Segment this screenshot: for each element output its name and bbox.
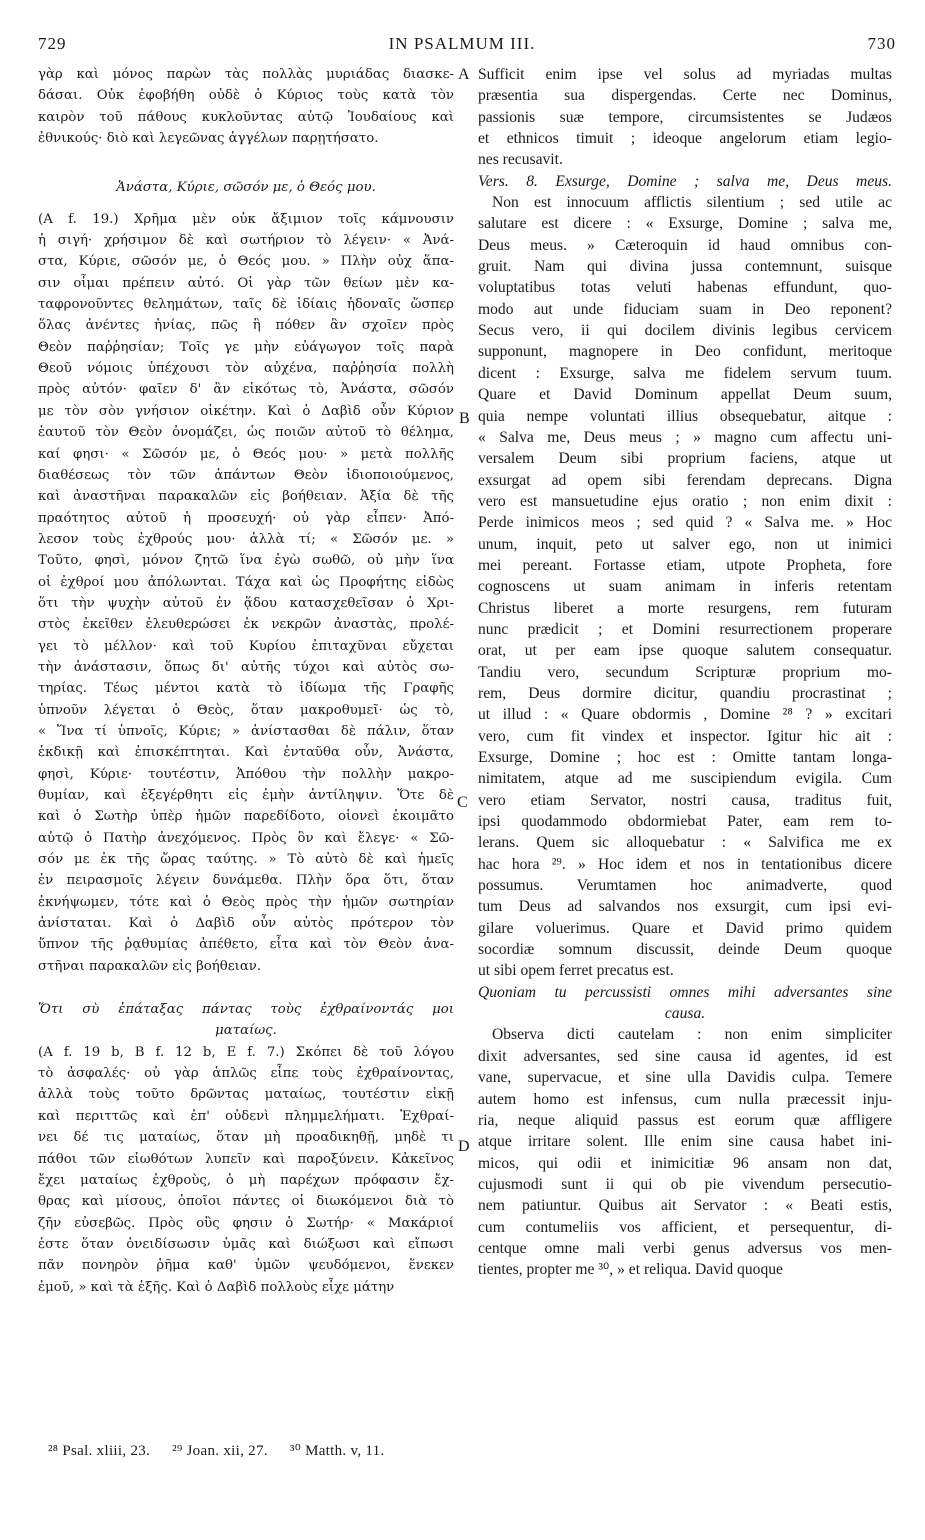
footnote-28: ²⁸ Psal. xliii, 23. [48,1443,151,1459]
text-line: ἐκνήψωμεν, τότε καὶ ὁ Θεὸς πρὸς τὴν ἡμῶν σωτηρίαν [38,894,454,910]
text-line: στὸς ἐκεῖθεν ἐλευθερώσει ἐκ νεκρῶν ἀναστὰς, προλέ- [38,617,454,633]
text-line: modo aut unde fiduciam suam in Deo reponent? [478,300,892,318]
text-line: (A f. 19.) Χρῆμα μὲν οὐκ ἄξιμιον τοῖς κάμνουσιν [38,211,454,227]
text-line: Deus meus. » Cæteroquin id haud omnibus con- [478,236,892,254]
greek-verse-heading-2 [38,999,454,1042]
text-line: Ὅτι σὺ ἐπάταξας πάντας τοὺς ἐχθραίνοντάς μοι [38,1002,454,1018]
footnote-29: ²⁹ Joan. xii, 27. [172,1443,268,1459]
text-line: ipsi quodammodo obdormiebat Pater, eam rem to- [478,813,892,831]
latin-verse-heading-1: Vers. 8. Exsurge, Domine ; salva me, Deus meus. [478,172,892,190]
text-line: ut illud : « Quare obdormis , Domine ²⁸ ? » excitari [478,706,892,724]
text-line: causa. [664,1005,706,1023]
text-line: ματαίως. [215,1023,277,1039]
text-line: ἐμοῦ, » καὶ τὰ ἑξῆς. Καὶ ὁ Δαβὶδ πολλοὺς εἶχε μάτην [38,1279,395,1295]
text-line: καὶ ἀναστῆναι παρακαλῶν εἰς βοήθειαν. Ἀξία δὲ τῆς [38,489,454,505]
text-line: Christus liberet a morte resurgens, rem futuram [478,599,892,617]
text-line: ζῆν εὐσεβῶς. Πρὸς οὓς φησιν ὁ Σωτήρ· « Μακάριοί [38,1215,454,1231]
text-line: hac hora ²⁹. » Hoc idem et nos in tentationibus dicere [478,855,892,873]
text-line: θρας καὶ μίσους, ὁποῖοι πάντες οἱ διωκόμενοι διὰ τὸ [38,1194,454,1210]
text-line: exsurgat ad opem sibi ferendam deprecans. Digna [478,471,892,489]
text-line: « Ἵνα τί ὑπνοῖς, Κύριε; » ἀνίστασθαι δὲ πάλιν, ὅταν [38,723,454,739]
text-line: πραότητος αὐτοῦ ἡ προσευχή· οὐ γὰρ εἶπεν· Ἀπό- [38,510,454,526]
text-line: atque irritare solent. Ille enim sine causa habet ini- [478,1133,892,1151]
text-line: passionis suæ tempore, circumsistentes se Judæos [478,108,892,126]
text-line: καὶ περιττῶς καὶ ἐπ' οὐδενὶ πλημμελήματι. Ἐχθραί- [38,1108,454,1124]
text-line: ὅτι τὴν ψυχὴν αὐτοῦ ἐν ᾅδου κατασχεθεῖσαν ὁ Χρι- [38,595,454,611]
text-line: σιν οἶμαι πρέπειν αὐτό. Οἱ γὰρ τῶν θείων μὲν κα- [38,275,454,291]
page-number-left: 729 [38,34,67,53]
text-line: καὶ ὁ Σωτὴρ ὑπὲρ ἡμῶν παρεδίδοτο, οἱονεὶ ἐκοιμᾶτο [38,809,454,825]
text-line: nes recusavit. [478,151,563,169]
text-line: socordiæ somnum discussit, deinde Deum quoque [478,941,892,959]
text-line: gilare voluerimus. Quare et David primo quidem [478,919,892,937]
text-line: versalem Deum sibi proprium faciens, atque ut [478,450,892,468]
text-line: θυμίαν, καὶ ἐξεγέρθητι εἰς ἐμὴν ἀντίληψιν. Ὅτε δὲ [38,788,454,803]
text-line: φησὶ, Κύριε· τουτέστιν, Ἀπόθου τὴν πολλὴν μακρο- [38,766,454,782]
running-head [28,30,896,56]
section-marker-c: C [457,794,468,811]
greek-verse-heading-1: Ἀνάστα, Κύριε, σῶσόν με, ὁ Θεός μου. [116,180,376,196]
text-line: dixit adversantes, sed sine causa id agentes, id est [478,1047,892,1065]
section-marker-d: D [458,1138,470,1155]
section-marker-a: A [458,66,470,83]
text-line: micos, qui odii et inimicitiæ 96 ansam non dat, [478,1154,892,1172]
text-line: ἑαυτοῦ τὸν Θεὸν ὀνομάζει, ὡς ποιῶν αὐτοῦ τὸ θέλημα, [38,425,454,441]
text-line: cognoscens ut suam animam in inferis retentam [478,578,892,596]
text-line: Quoniam tu percussisti omnes mihi adversantes sine [478,983,892,1001]
text-line: vane, supervacue, et sine ulla Davidis culpa. Temere [478,1069,892,1087]
footnote-30: ³⁰ Matth. v, 11. [289,1443,385,1459]
text-line: quia nempe voluntati illius obsequebatur, aitque : [478,407,892,425]
text-line: ἐθνικούς· διὸ καὶ λεγεῶνας ἀγγέλων παρῃτήσατο. [38,131,379,147]
text-line: ταφρονοῦντες θελημάτων, ταῖς δὲ ἰδίαις ἡδοναῖς ὥσπερ [38,297,454,313]
page-number-right: 730 [867,34,896,53]
text-line: οἱ ἐχθροί μου ἀπόλωνται. Τάχα καὶ ὡς Προφήτης εἰδὼς [38,574,454,590]
text-line: γὰρ καὶ μόνος παρὼν τὰς πολλὰς μυριάδας διασκε- [38,67,454,82]
text-line: διαθέσεως τὸν τῶν ἁπάντων Θεὸν ἰδιοποιούμενος, [38,467,454,483]
text-line: cum contumeliis vos afficient, et persequentur, di- [478,1218,892,1236]
text-line: Non est innocuum afflictis silentium ; sed utile ac [492,194,892,212]
text-line: ἡ σιγή· χρήσιμον δὲ καὶ σωτήριον τὸ λέγειν· « Ἀνά- [38,233,454,249]
text-line: et ethnicos timuit ; ideoque angelorum etiam legio- [478,130,892,148]
text-line: Quare et David Dominum appellat Deum suum, [478,386,892,404]
text-line: τηρίας. Τέως μέντοι κατὰ τὸ ἰδίωμα τῆς Γραφῆς [38,681,454,697]
greek-column [38,64,454,1298]
text-line: Exsurge, Domine ; hoc est : Omitte tantam longa- [478,749,892,766]
greek-paragraph-2 [38,209,454,977]
text-line: tientes, propter me ³⁰, » et reliqua. David quoque [478,1261,783,1279]
text-line: με τὸν σὸν γνήσιον οἰκέτην. Καὶ ὁ Δαβὶδ οὖν Κύριον [38,403,454,419]
text-line: (A f. 19 b, B f. 12 b, E f. 7.) Σκόπει δὲ τοῦ λόγου [38,1044,454,1060]
text-line: Tandiu vero, secundum Scripturæ proprium mo- [478,663,892,681]
text-line: cujusmodi sunt ii qui ob pie vivendum persecutio- [478,1175,892,1193]
text-line: mei pereant. Fortasse etiam, utpote Propheta, fore [478,556,892,574]
text-line: καιρὸν τοῦ πάθους κυκλοῦντας αὐτῷ Ἰουδαίους καὶ [38,109,454,125]
text-line: τὴν ἀνάστασιν, ὅπως δι' αὐτῆς τύχοι καὶ αὐτὸς σω- [38,659,454,675]
text-line: αὐτῷ ὁ Πατὴρ ἀνεχόμενος. Πρὸς ὃν καὶ ἔλεγε· « Σῶ- [38,830,454,846]
latin-paragraph-3 [478,1024,892,1280]
text-line: nimitatem, atque ad me suscipiendum evigila. Cum [478,770,892,788]
running-title: IN PSALMUM III. [388,34,536,53]
text-line: λεσον τοὺς ἐχθρούς μου· ἀλλὰ τί; « Σῶσόν με. » [38,531,454,547]
text-line: ria, neque aliquid passus est eorum quæ affligere [478,1111,892,1129]
text-line: ὅλας ἀνέντες ἡνίας, πῶς ἢ πόθεν ἂν σχοῖεν πρὸς [38,318,454,334]
text-line: ut sibi opem ferret precatus est. [478,962,674,980]
footnotes [48,1441,648,1460]
text-line: vero etiam Servator, nostri causa, traditus fuit, [478,791,892,809]
text-line: Sufficit enim ipse vel solus ad myriadas multas [478,66,892,83]
text-line: supponunt, magnopere in Deo confidunt, meritoque [478,343,892,361]
text-line: Observa dicti cautelam : non enim simpliciter [492,1026,892,1044]
greek-paragraph-1 [38,64,454,149]
text-line: τὸ ἀσφαλές· οὐ γὰρ ἁπλῶς εἶπε τοὺς ἐχθραίνοντας, [38,1066,454,1082]
text-line: præsentia sua dispergendas. Certe nec Dominus, [478,87,892,105]
latin-column [478,64,892,1281]
text-line: ἐκδικῇ καὶ ἐπισκέπτηται. Καὶ ἐνταῦθα οὖν, Ἀνάστα, [38,745,454,761]
text-line: lerans. Quem sic alloquebatur : « Salvifica me ex [478,834,892,852]
text-line: σόν με ἐκ τῆς ὥρας ταύτης. » Τὸ αὐτὸ δὲ καὶ ἡμεῖς [38,852,454,868]
text-line: στῆναι παρακαλῶν εἰς βοήθειαν. [38,958,262,974]
text-line: νει δέ τις ματαίως, ὅταν μὴ προαδικηθῇ, μηδὲ τι [38,1130,454,1146]
text-line: tum Deus ad salvandos nos exsurgit, cum ipsi evi- [478,898,892,916]
latin-paragraph-1 [478,64,892,171]
text-line: ἀνίσταται. Καὶ ὁ Δαβὶδ οὖν αὐτὸς πρότερον τὸν [38,916,454,932]
text-line: « Salva me, Deus meus ; » magno cum affectu uni- [478,428,892,446]
text-line: vero, cum fit vindex et inspector. Igitur hic ait : [478,727,892,745]
text-line: unum, inquit, peto ut salver ego, non ut inimici [478,535,892,553]
greek-paragraph-3 [38,1042,454,1298]
text-line: Θεὸν παῤῥησίαν; Τοῖς γε μὴν εὐάγωγον τοῖς παρὰ [38,339,454,355]
text-line: Τοῦτο, φησὶ, μόνον ζητῶ ἵνα ἐγὼ σωθῶ, οὐ μὴν ἵνα [38,553,454,569]
text-line: nem patiuntur. Quibus ait Servator : « Beati estis, [478,1197,892,1215]
text-line: salutare est dicere : « Exsurge, Domine ; salva me, [478,215,892,233]
text-line: rem, Deus dormire dicitur, quandiu procrastinat ; [478,684,892,702]
text-line: vero est mansuetudine ejus oratio ; non enim dixit : [478,492,892,510]
section-marker-b: B [459,410,470,427]
text-line: ἐστε ὅταν ὀνειδίσωσιν ὑμᾶς καὶ διώξωσι καὶ εἴπωσι [38,1236,454,1252]
text-line: ἀλλὰ τοὺς τοῦτο δρῶντας ματαίως, τουτέστιν εἰκῇ [38,1087,454,1103]
latin-verse-heading-2 [478,982,892,1025]
text-line: πᾶν πονηρὸν ῥῆμα καθ' ὑμῶν ψευδόμενοι, ἕνεκεν [38,1258,454,1274]
text-line: ἔχει ματαίως ἐχθροὺς, ὁ μὴ παρέχων πρόφασιν ἔχ- [38,1172,454,1188]
text-line: ὕπνον τῆς ῥᾳθυμίας ἀπέθετο, εἶτα καὶ τὸν Θεὸν ἀνα- [38,937,454,953]
text-line: voluptatibus totas veluti habenas effundunt, quo- [478,279,892,297]
text-line: gruit. Nam qui divina jussa contemnunt, suisque [478,258,892,276]
text-line: γει τὸ μέλλον· καὶ τοῦ Κυρίου ἐπιταχῦναι εὔχεται [38,638,454,654]
text-line: ὑπνοῦν λέγεται ὁ Θεὸς, ὅταν μακροθυμεῖ· ὡς τὸ, [38,702,454,718]
text-line: ἐν πειρασμοῖς λέγειν δυνάμεθα. Πλὴν ὅρα ὅτι, ὅταν [38,873,454,889]
text-line: Θεοῦ νόμοις ὑπέχουσι τὸν αὐχένα, παῤῥησία πολλὴ [38,361,454,377]
text-line: nunc prædicit ; et Domini resurrectionem properare [478,620,892,638]
text-line: καί φησι· « Σῶσόν με, ὁ Θεός μου· » μετὰ πολλῆς [38,446,454,462]
text-line: δάσαι. Οὐκ ἐφοβήθη οὐδὲ ὁ Κύριος τοὺς κατὰ τὸν [38,88,454,104]
text-line: πρὸς αὐτόν· φαῖεν δ' ἂν εἰκότως τὸ, Ἀνάστα, σῶσόν [38,382,454,398]
text-line: centque omne mali verbi genus adversus vos men- [478,1239,892,1257]
text-line: πάθοι τῶν εἰωθότων λυπεῖν καὶ παροξύνειν. Κἀκεῖνος [38,1151,454,1167]
text-line: στα, Κύριε, σῶσόν με, ὁ Θεός μου. » Πλὴν οὐχ ἅπα- [38,254,454,270]
latin-paragraph-2 [478,192,892,982]
text-line: dicent : Exsurge, salva me fidelem servum tuum. [478,364,892,382]
text-line: autem homo est infensus, cum nulla præcessit inju- [478,1090,892,1108]
text-line: Perde inimicos meos ; sed quid ? « Salva me. » Hoc [478,514,892,532]
text-line: Secus vero, ii qui docilem divinis legibus cervicem [478,322,892,340]
text-line: orat, ut per eam ipse quoque salutem consequatur. [478,642,892,660]
text-line: possumus. Verumtamen hoc animadverte, quod [478,877,892,895]
